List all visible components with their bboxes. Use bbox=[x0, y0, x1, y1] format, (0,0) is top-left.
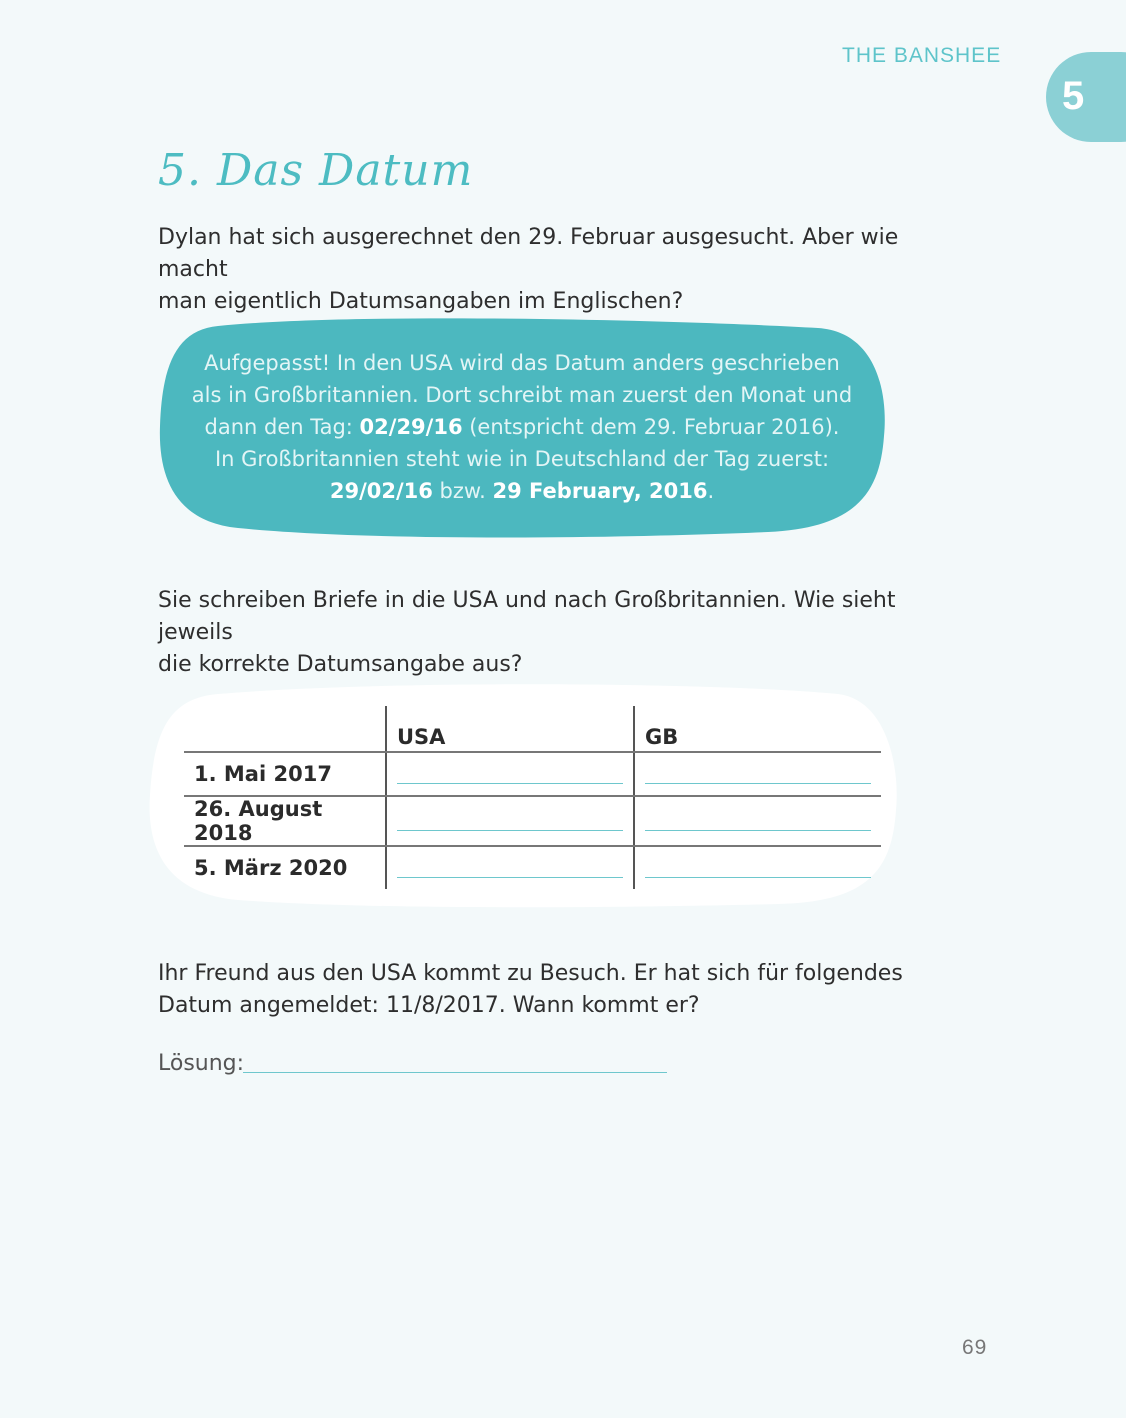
usa-answer-cell[interactable] bbox=[386, 846, 634, 889]
info-text-span: (entspricht dem 29. Februar 2016). bbox=[462, 415, 840, 439]
task1-paragraph bbox=[158, 585, 958, 681]
info-line bbox=[168, 475, 876, 507]
table-row bbox=[184, 846, 881, 889]
task1-line: die korrekte Datumsangabe aus? bbox=[158, 652, 523, 677]
intro-line: man eigentlich Datumsangaben im Englischen? bbox=[158, 289, 684, 314]
answer-line bbox=[645, 783, 871, 784]
gb-answer-cell[interactable] bbox=[634, 796, 881, 846]
gb-answer-cell[interactable] bbox=[634, 846, 881, 889]
date-table bbox=[184, 706, 881, 889]
solution-answer-line[interactable] bbox=[243, 1072, 667, 1073]
usa-answer-cell[interactable] bbox=[386, 752, 634, 796]
table-header-row bbox=[184, 706, 881, 752]
gb-date-example: 29/02/16 bbox=[329, 479, 433, 503]
task2-paragraph bbox=[158, 958, 958, 1022]
table-row bbox=[184, 752, 881, 796]
intro-line: Dylan hat sich ausgerechnet den 29. Februar ausgesucht. Aber wie macht bbox=[158, 225, 899, 282]
row-date-label: 5. März 2020 bbox=[194, 856, 348, 880]
chapter-number: 5 bbox=[1062, 74, 1085, 118]
page-number: 69 bbox=[962, 1336, 988, 1359]
answer-line bbox=[645, 877, 871, 878]
info-text-span: bzw. bbox=[432, 479, 493, 503]
gb-date-long-example: 29 February, 2016 bbox=[492, 479, 708, 503]
table-header-corner bbox=[184, 706, 386, 752]
task2-line: Datum angemeldet: 11/8/2017. Wann kommt er? bbox=[158, 993, 700, 1018]
info-text-span: . bbox=[707, 479, 715, 503]
table-header-usa: USA bbox=[386, 706, 634, 752]
info-line: als in Großbritannien. Dort schreibt man zuerst den Monat und bbox=[191, 383, 853, 407]
table-row bbox=[184, 796, 881, 846]
answer-line bbox=[645, 830, 871, 831]
row-date-label: 1. Mai 2017 bbox=[184, 752, 386, 796]
info-line: Aufgepasst! In den USA wird das Datum anders geschrieben bbox=[204, 351, 840, 375]
info-text-span: dann den Tag: bbox=[204, 415, 360, 439]
running-header: THE BANSHEE bbox=[842, 44, 1002, 67]
answer-line bbox=[397, 877, 623, 878]
info-box-text bbox=[168, 347, 876, 507]
chapter-tab bbox=[1046, 52, 1126, 142]
usa-answer-cell[interactable] bbox=[386, 796, 634, 846]
task2-line: Ihr Freund aus den USA kommt zu Besuch. Er hat sich für folgendes bbox=[158, 961, 903, 986]
info-line bbox=[168, 411, 876, 443]
table-header-gb: GB bbox=[634, 706, 881, 752]
answer-line bbox=[397, 830, 623, 831]
row-date-label: 26. August 2018 bbox=[184, 796, 386, 846]
answer-line bbox=[397, 783, 623, 784]
gb-answer-cell[interactable] bbox=[634, 752, 881, 796]
solution-label: Lösung: bbox=[158, 1051, 245, 1076]
info-line: In Großbritannien steht wie in Deutschland der Tag zuerst: bbox=[214, 447, 830, 471]
task1-line: Sie schreiben Briefe in die USA und nach Großbritannien. Wie sieht jeweils bbox=[158, 588, 896, 645]
us-date-example: 02/29/16 bbox=[359, 415, 463, 439]
intro-paragraph bbox=[158, 222, 958, 318]
section-title: 5. Das Datum bbox=[158, 145, 474, 196]
